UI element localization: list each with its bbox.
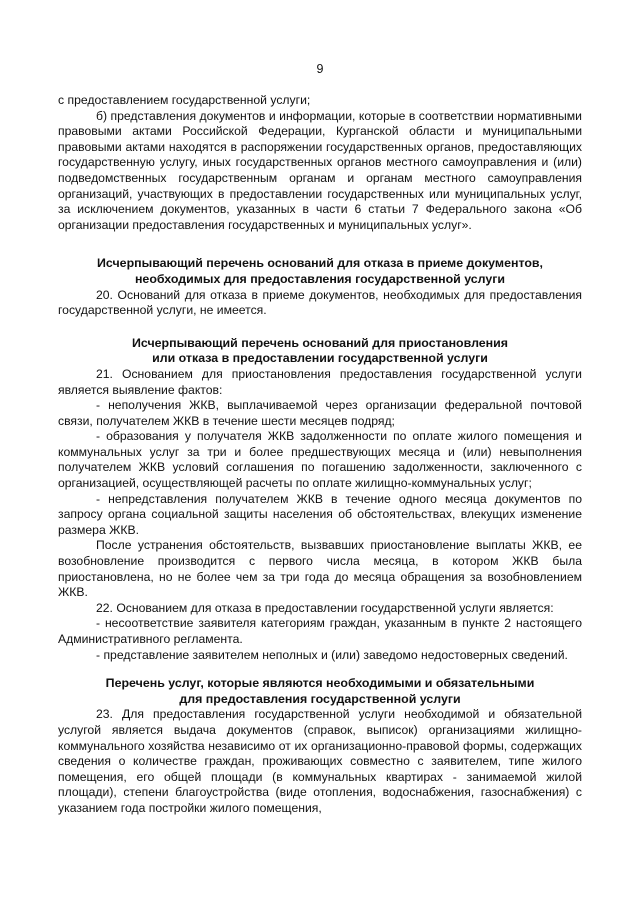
section-heading-line: Исчерпывающий перечень оснований для отказа в приеме документов, [97,256,543,271]
list-item-nonsubmission: - непредставления получателем ЖКВ в течение одного месяца документов по запросу органа социальной защиты населения об обстоятельствах, влекущих изменение размера ЖКВ. [58,491,582,537]
section-heading-line: Перечень услуг, которые являются необходимыми и обязательными [105,676,535,691]
spacer [58,663,582,676]
paragraph-21: 21. Основанием для приостановления предоставления государственной услуги является выявление фактов: [58,366,582,397]
paragraph-23: 23. Для предоставления государственной услуги необходимой и обязательной услугой является выдача документов (справок, выписок) организациями жилищно-коммунального хозяйства независимо от их организационно-правовой формы, содержащих сведения о количестве граждан, проживающих совместно с заявителем, типе жилого помещения, его общей площади (в коммунальных квартирах - занимаемой жилой площади), степени благоустройства (виде отопления, водоснабжения, газоснабжения) с указанием года постройки жилого помещения, [58,707,582,815]
section-heading-required-services [58,676,582,707]
spacer [58,233,582,256]
paragraph-22: 22. Основанием для отказа в предоставлении государственной услуги является: [96,600,554,615]
paragraph-continuation: с предоставлением государственной услуги; [58,93,311,107]
section-heading-suspension [58,336,582,367]
section-heading-line: или отказа в предоставлении государственной услуги [152,351,488,366]
document-page [58,62,582,817]
section-heading-line: Исчерпывающий перечень оснований для приостановления [131,335,509,350]
section-heading-refusal-documents [58,256,582,287]
list-item-nonreceipt: - неполучения ЖКВ, выплачиваемой через организации федеральной почтовой связи, получателем ЖКВ в течение шести месяцев подряд; [58,398,582,428]
section-heading-line: необходимых для предоставления государственной услуги [134,271,506,286]
section-heading-line: для предоставления государственной услуги [179,691,461,706]
paragraph-resumption: После устранения обстоятельств, вызвавших приостановление выплаты ЖКВ, ее возобновление производится с первого числа месяца, в котором ЖКВ была приостановлена, но не более чем за три года до месяца обращения за возобновлением ЖКВ. [58,538,582,600]
list-item-noncompliance: - несоответствие заявителя категориям граждан, указанным в пункте 2 настоящего Административного регламента. [58,616,582,646]
list-item-incomplete-info: - представление заявителем неполных и (или) заведомо недостоверных сведений. [96,647,568,662]
list-item-debt: - образования у получателя ЖКВ задолженности по оплате жилого помещения и коммунальных услуг за три и более предшествующих месяца и (или) невыполнения получателем ЖКВ условий соглашения по погашению задолженности, заключенного с организацией, осуществляющей расчеты по оплате жилищно-коммунальных услуг; [58,429,582,491]
paragraph-20: 20. Оснований для отказа в приеме документов, необходимых для предоставления государственной услуги, не имеется. [58,287,582,318]
page-number: 9 [316,62,324,76]
spacer [58,319,582,336]
paragraph-b: б) представления документов и информации, которые в соответствии нормативными правовыми актами Российской Федерации, Курганской области и муниципальными правовыми актами находятся в распоряжении государственных органов, предоставляющих государственную услугу, иных государственных органов местного самоуправления и (или) подведомственных государственным органам и органам местного самоуправления организаций, участвующих в предоставлении государственных или муниципальных услуг, за исключением документов, указанных в части 6 статьи 7 Федерального закона «Об организации предоставления государственных и муниципальных услуг». [58,108,582,232]
